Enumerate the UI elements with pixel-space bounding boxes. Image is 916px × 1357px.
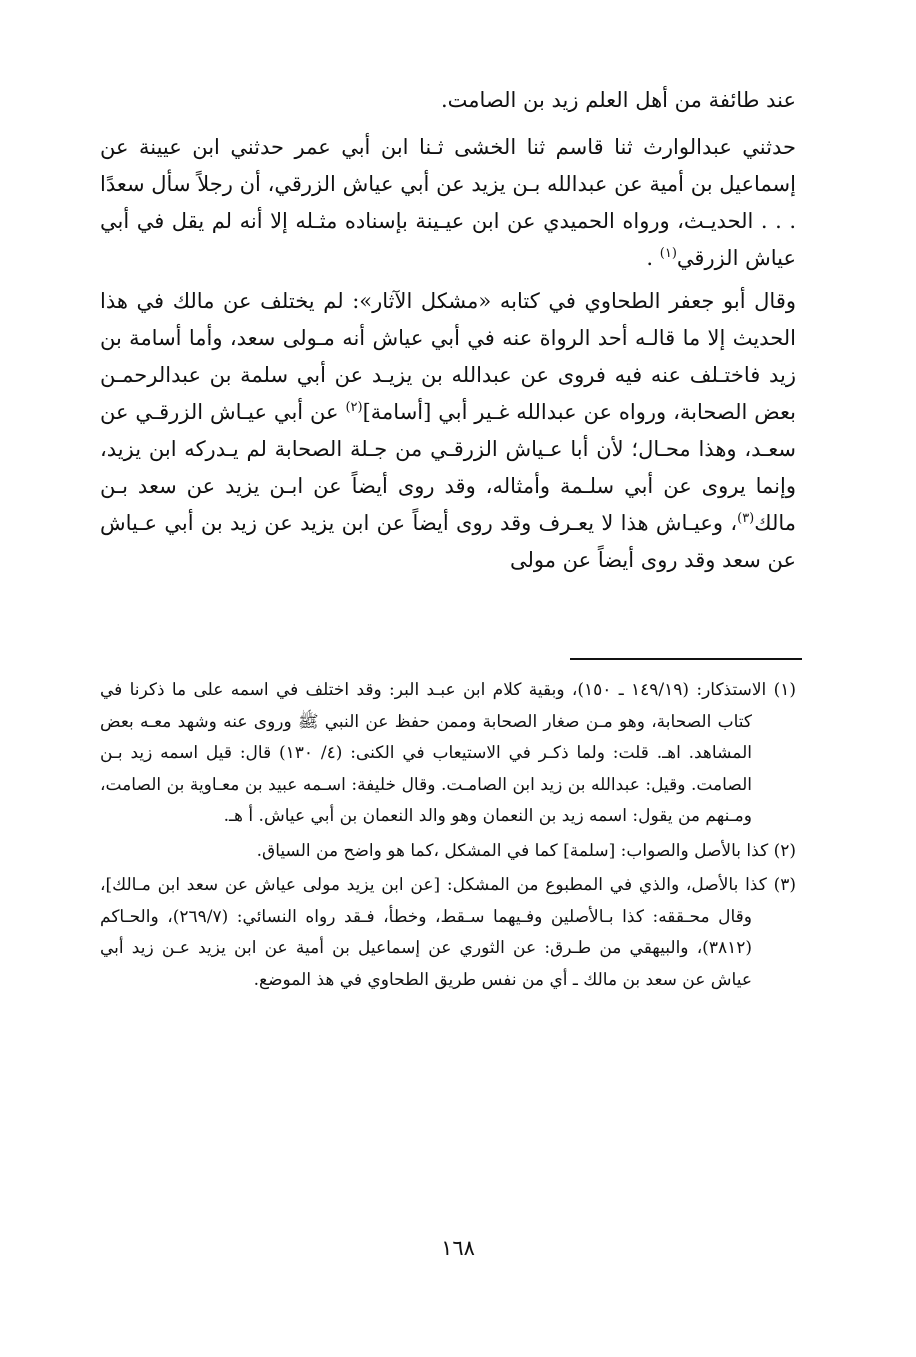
footnote-separator (570, 658, 802, 660)
paragraph-1: عند طائفة من أهل العلم زيد بن الصامت. (440, 88, 796, 112)
footnotes (100, 675, 796, 999)
footnote-ref-3: (٣) (737, 511, 755, 526)
paragraph-3-part-c: ، وعيـاش هذا لا يعـرف وقد روى أيضاً عن ابن يزيد عن زيد بن أبي عـياش عن سعد وقد روى أيضاً عن مولى (100, 511, 796, 572)
paragraph-3 (100, 283, 796, 579)
paragraph-2 (100, 129, 796, 277)
paragraph-2-end: . (646, 246, 660, 270)
footnote-1: (١) الاستذكار: (١٤٩/١٩ ـ ١٥٠)، وبقية كلام ابن عبـد البر: وقد اختلف في اسمه على ما ذكرنا في كتاب الصحابة، وهو مـن صغار الصحابة وممن حفظ عن النبي ﷺ وروى عنه وشهد معـه بعض المشاهد. اهـ. قلت: ولما ذكـر في الاستيعاب في الكنى: (٤/ ١٣٠) قال: قيل اسمه زيد بـن الصامت. وقيل: عبدالله بن زيد ابن الصامـت. وقال خليفة: اسـمه عبيد بن معـاوية بن الصامت، ومـنهم من يقول: اسمه زيد بن النعمان وهو والد النعمان بن أبي عياش. أ هـ. (100, 680, 796, 826)
footnote-ref-1: (١) (659, 246, 677, 261)
paragraph-3-part-a: وقال أبو جعفر الطحاوي في كتابه «مشكل الآثار»: لم يختلف عن مالك في هذا الحديث إلا ما قالـه أحد الرواة عنه في أبي عياش أنه مـولى سعد، وأما أسامة بن زيد فاختـلف عنه فيه فروى عن عبدالله بن يزيـد عن أبي سلمة بن عبدالرحمـن بعض الصحابة، ورواه عن عبدالله غـير أبي [أسامة] (100, 289, 796, 424)
paragraph-2-text: حدثني عبدالوارث ثنا قاسم ثنا الخشى ثـنا ابن أبي عمر حدثني ابن عيينة عن إسماعيل بن أمية عن عبدالله بـن يزيد عن أبي عياش الزرقي، أن رجلاً سأل سعدًا . . . الحديـث، ورواه الحميدي عن ابن عيـينة بإسناده مثـله إلا أنه لم يقل في أبي عياش الزرقي (100, 135, 796, 270)
main-text (100, 82, 796, 585)
footnote-2: (٢) كذا بالأصل والصواب: [سلمة] كما في المشكل ،كما هو واضح من السياق. (256, 840, 796, 861)
footnote-3: (٣) كذا بالأصل، والذي في المطبوع من المشكل: [عن ابن يزيد مولى عياش عن سعد ابن مـالك]، وقال محـققه: كذا بـالأصلين وفـيهما سـقط، وخطأ، فـقد رواه النسائي: (٢٦٩/٧)، والحـاكم (٣٨١٢)، والبيهقي من طـرق: عن الثوري عن إسماعيل بن أمية عن ابن يزيد عـن زيد أبي عياش عن سعد بن مالك ـ أي من نفس طريق الطحاوي في هذ الموضع. (100, 875, 796, 990)
paragraph-3-part-b: عن أبي عيـاش الزرقـي عن سعـد، وهذا محـال؛ لأن أبا عـياش الزرقـي من جـلة الصحابة لم يـدركه ابن يزيد، وإنما يروى عن أبي سلـمة وأمثاله، وقد روى أيضاً عن ابـن يزيد عن سعد بـن مالك (100, 400, 796, 535)
footnote-ref-2: (٢) (345, 400, 363, 415)
page-number: ١٦٨ (441, 1236, 475, 1260)
